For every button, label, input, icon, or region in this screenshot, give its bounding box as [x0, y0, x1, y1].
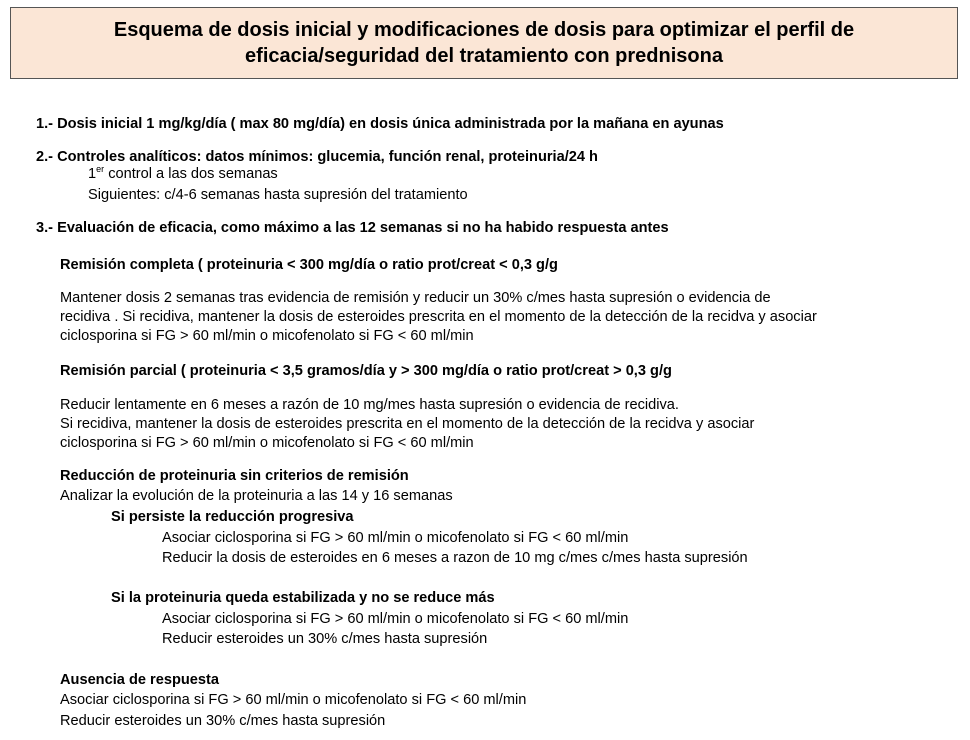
partial-remission-line: ciclosporina si FG > 60 ml/min o micofenolato si FG < 60 ml/min — [60, 435, 474, 451]
progressive-line: Reducir la dosis de esteroides en 6 meses a razon de 10 mg c/mes c/mes hasta supresión — [162, 550, 748, 566]
partial-remission-line: Si recidiva, mantener la dosis de esteroides prescrita en el momento de la detección de la recidva y asociar — [60, 416, 755, 432]
complete-remission-line: Mantener dosis 2 semanas tras evidencia de remisión y reducir un 30% c/mes hasta supresión o evidencia de — [60, 290, 771, 306]
item-2-first-control — [88, 165, 278, 183]
no-response-line: Reducir esteroides un 30% c/mes hasta supresión — [60, 713, 386, 729]
title-line-1: Esquema de dosis inicial y modificaciones de dosis para optimizar el perfil de — [113, 19, 855, 41]
reduction-heading: Reducción de proteinuria sin criterios de remisión — [60, 468, 409, 484]
first-control-number: 1 — [88, 166, 97, 182]
partial-remission-heading: Remisión parcial ( proteinuria < 3,5 gramos/día y > 300 mg/día o ratio prot/creat > 0,3 g/g — [60, 363, 672, 379]
reduction-intro: Analizar la evolución de la proteinuria a las 14 y 16 semanas — [60, 488, 453, 504]
progressive-heading: Si persiste la reducción progresiva — [111, 509, 354, 525]
complete-remission-line: ciclosporina si FG > 60 ml/min o micofenolato si FG < 60 ml/min — [60, 328, 474, 344]
item-2-following-controls: Siguientes: c/4-6 semanas hasta supresión del tratamiento — [88, 187, 468, 203]
complete-remission-heading: Remisión completa ( proteinuria < 300 mg/día o ratio prot/creat < 0,3 g/g — [60, 257, 558, 273]
first-control-superscript: er — [96, 164, 105, 175]
stabilized-line: Asociar ciclosporina si FG > 60 ml/min o micofenolato si FG < 60 ml/min — [162, 611, 629, 627]
item-2-heading: 2.- Controles analíticos: datos mínimos: glucemia, función renal, proteinuria/24 h — [36, 149, 598, 165]
item-1-initial-dose: 1.- Dosis inicial 1 mg/kg/día ( max 80 mg/día) en dosis única administrada por la mañana en ayunas — [36, 116, 724, 132]
stabilized-heading: Si la proteinuria queda estabilizada y no se reduce más — [111, 590, 495, 606]
progressive-line: Asociar ciclosporina si FG > 60 ml/min o micofenolato si FG < 60 ml/min — [162, 530, 629, 546]
complete-remission-line: recidiva . Si recidiva, mantener la dosis de esteroides prescrita en el momento de la detección de la recidva y asociar — [60, 309, 817, 325]
no-response-line: Asociar ciclosporina si FG > 60 ml/min o micofenolato si FG < 60 ml/min — [60, 692, 527, 708]
stabilized-line: Reducir esteroides un 30% c/mes hasta supresión — [162, 631, 488, 647]
first-control-text: control a las dos semanas — [104, 166, 278, 182]
item-3-heading: 3.- Evaluación de eficacia, como máximo a las 12 semanas si no ha habido respuesta antes — [36, 220, 669, 236]
partial-remission-line: Reducir lentamente en 6 meses a razón de 10 mg/mes hasta supresión o evidencia de recidiva. — [60, 397, 679, 413]
title-line-2: eficacia/seguridad del tratamiento con prednisona — [245, 45, 723, 67]
no-response-heading: Ausencia de respuesta — [60, 672, 219, 688]
title-box — [10, 7, 958, 79]
